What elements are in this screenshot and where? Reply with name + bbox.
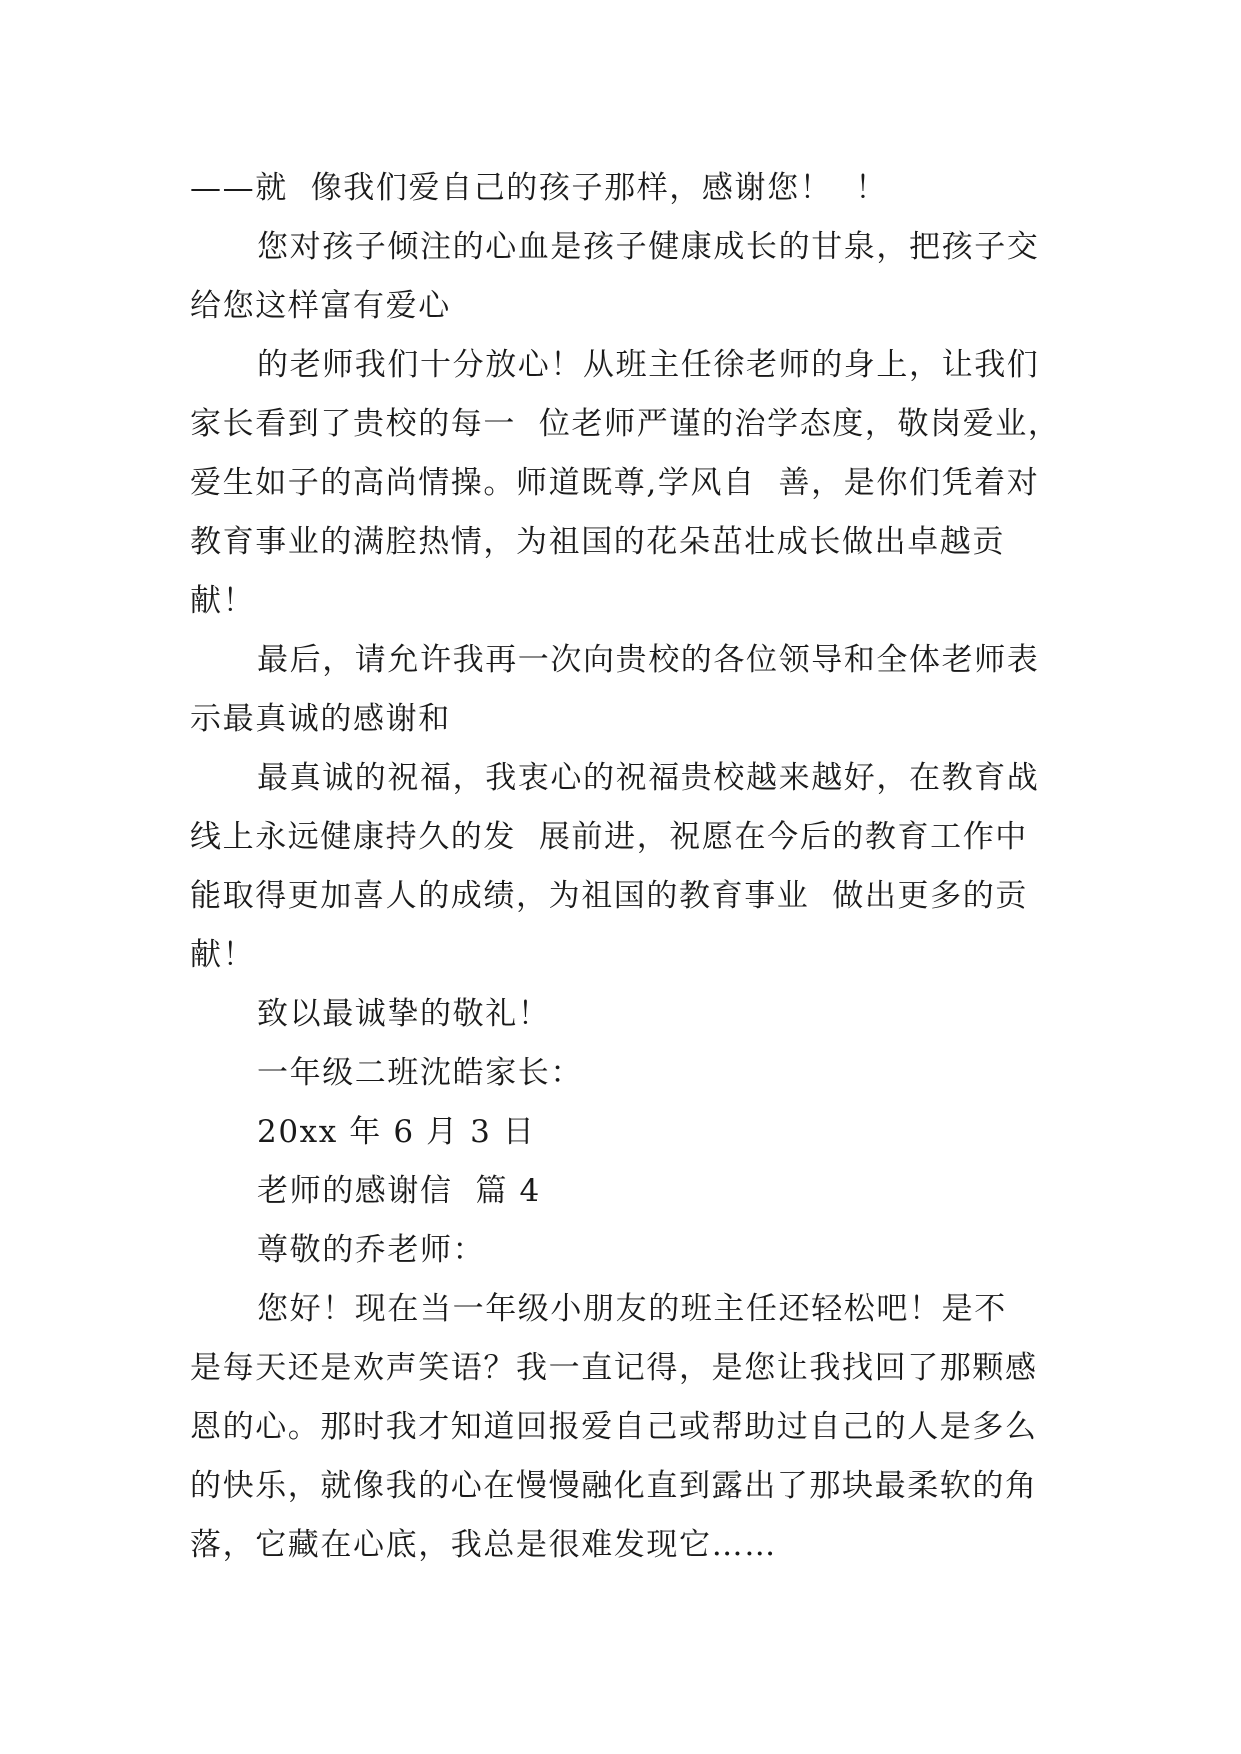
text-line: 献！ bbox=[190, 937, 256, 973]
text-line: 您好！现在当一年级小朋友的班主任还轻松吧！是不 bbox=[257, 1291, 1007, 1327]
text-line: 的快乐，就像我的心在慢慢融化直到露出了那块最柔软的角 bbox=[190, 1468, 1038, 1504]
text-line: 教育事业的满腔热情，为祖国的花朵茁壮成长做出卓越贡 bbox=[190, 524, 1005, 560]
text-line: 落，它藏在心底，我总是很难发现它…… bbox=[190, 1527, 777, 1563]
text-line: 给您这样富有爱心 bbox=[190, 288, 451, 324]
greeting: 尊敬的乔老师： bbox=[257, 1232, 486, 1268]
text-line: 爱生如子的高尚情操。师道既尊,学风自 善，是你们凭着对 bbox=[190, 465, 1040, 501]
text-line: 能取得更加喜人的成绩，为祖国的教育事业 做出更多的贡 bbox=[190, 878, 1028, 914]
text-line: 最真诚的祝福，我衷心的祝福贵校越来越好，在教育战 bbox=[257, 760, 1040, 796]
text-line: 的老师我们十分放心！从班主任徐老师的身上，让我们 bbox=[257, 347, 1040, 383]
section-heading: 老师的感谢信 篇 4 bbox=[257, 1173, 541, 1209]
text-line: 献！ bbox=[190, 583, 256, 619]
closing-salutation: 致以最诚挚的敬礼！ bbox=[257, 996, 551, 1032]
signature: 一年级二班沈皓家长： bbox=[257, 1055, 583, 1091]
text-line: 您对孩子倾注的心血是孩子健康成长的甘泉，把孩子交 bbox=[257, 229, 1040, 265]
text-line: ——就 像我们爱自己的孩子那样，感谢您！ ！ bbox=[190, 170, 888, 206]
text-line: 是每天还是欢声笑语？我一直记得，是您让我找回了那颗感 bbox=[190, 1350, 1038, 1386]
text-line: 家长看到了贵校的每一 位老师严谨的治学态度，敬岗爱业， bbox=[190, 406, 1061, 442]
text-line: 线上永远健康持久的发 展前进，祝愿在今后的教育工作中 bbox=[190, 819, 1028, 855]
text-line: 示最真诚的感谢和 bbox=[190, 701, 451, 737]
text-line: 最后，请允许我再一次向贵校的各位领导和全体老师表 bbox=[257, 642, 1040, 678]
text-line: 恩的心。那时我才知道回报爱自己或帮助过自己的人是多么 bbox=[190, 1409, 1038, 1445]
date-line: 20xx 年 6 月 3 日 bbox=[257, 1114, 536, 1150]
